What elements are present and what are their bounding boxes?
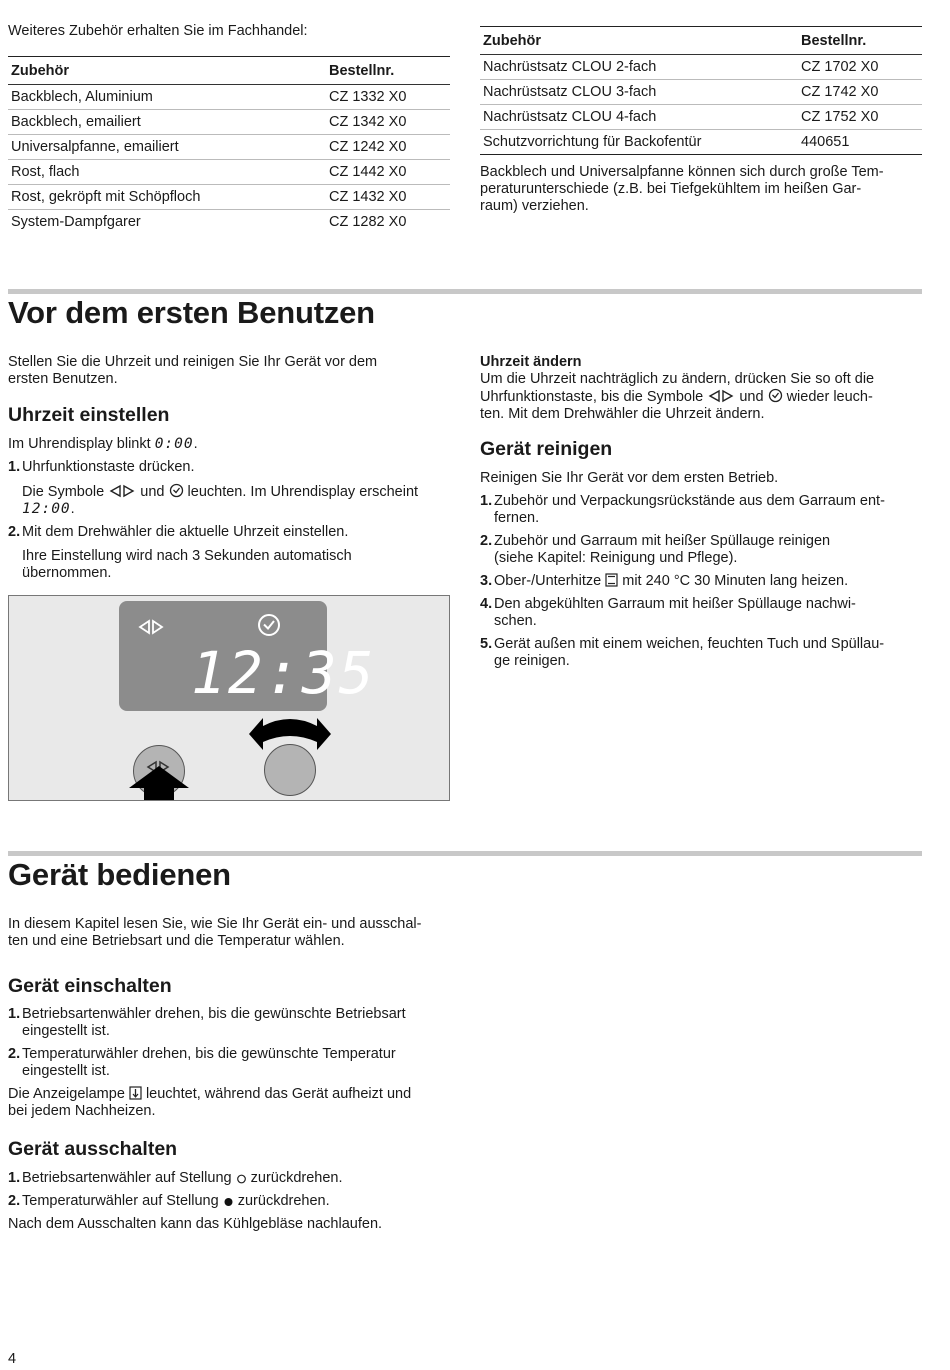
accessory-name: Nachrüstsatz CLOU 3-fach — [480, 80, 798, 105]
step-number: 4. — [480, 596, 493, 612]
step-item: 1. Betriebsartenwähler drehen, bis die gewünschte Betriebsart eingestellt ist. — [8, 1006, 406, 1039]
body-line: Uhrfunktionstaste, bis die Symbole und wieder leuch- — [480, 389, 873, 405]
arrows-left-right-icon — [137, 619, 165, 635]
table-row — [8, 185, 450, 210]
step-detail: Die Symbole und leuchten. Im Uhrendisplay erscheint — [22, 484, 419, 500]
step-item: 2. Mit dem Drehwähler die aktuelle Uhrzeit einstellen. — [8, 524, 349, 540]
section-intro — [8, 916, 450, 950]
step-number: 1. — [480, 493, 493, 509]
step-number: 5. — [480, 636, 493, 652]
warping-note — [480, 164, 922, 215]
step-item: 3. Ober-/Unterhitze mit 240 °C 30 Minuten lang heizen. — [480, 573, 849, 589]
uhrzeit-aendern-block — [480, 354, 922, 423]
step-item: 2. Temperaturwähler auf Stellung zurückdrehen. — [8, 1193, 330, 1209]
body-line: Um die Uhrzeit nachträglich zu ändern, drücken Sie so oft die — [480, 371, 875, 387]
accessory-name: Backblech, Aluminium — [8, 85, 326, 110]
step-number: 1. — [8, 459, 21, 475]
section-intro — [8, 354, 450, 388]
filled-dot-icon — [223, 1196, 234, 1207]
section-title: Vor dem ersten Benutzen — [8, 295, 375, 330]
accessory-name: Nachrüstsatz CLOU 2-fach — [480, 55, 798, 80]
page-number: 4 — [8, 1351, 17, 1367]
body-line: Nach dem Ausschalten kann das Kühlgebläse nachlaufen. — [8, 1216, 383, 1232]
intro-line: Stellen Sie die Uhrzeit und reinigen Sie Ihr Gerät vor dem — [8, 354, 378, 370]
accessory-intro: Weiteres Zubehör erhalten Sie im Fachhandel: — [8, 23, 308, 39]
table-row — [480, 105, 922, 130]
order-number: CZ 1242 X0 — [326, 135, 450, 160]
uhrzeit-einstellen-body: Im Uhrendisplay blinkt 0:00. 1. Uhrfunktionstaste drücken. Die Symbole und leuchten. Im Uhrendisplay erscheint 12:00. 2. Mit dem Drehwähler die aktuelle Uhrzeit einstellen. Ihre Einstellung wird nach 3 Sekunden automatisch übernommen. — [8, 436, 450, 582]
press-arrow-icon — [127, 764, 191, 801]
table-header-row — [480, 27, 922, 55]
accessory-name: Backblech, emailiert — [8, 110, 326, 135]
order-number: CZ 1432 X0 — [326, 185, 450, 210]
step-item: 2. Temperaturwähler drehen, bis die gewünschte Temperatur eingestellt ist. — [8, 1046, 396, 1079]
table-row — [8, 135, 450, 160]
arrows-left-right-icon — [707, 389, 735, 403]
order-number: CZ 1332 X0 — [326, 85, 450, 110]
off-circle-icon — [236, 1173, 247, 1184]
rotary-selector-knob[interactable] — [264, 744, 316, 796]
order-number: CZ 1282 X0 — [329, 214, 407, 230]
intro-line: ersten Benutzen. — [8, 371, 118, 387]
table-row — [480, 130, 922, 155]
step-number: 1. — [8, 1006, 21, 1022]
intro-line: ten und eine Betriebsart und die Temperatur wählen. — [8, 933, 345, 949]
order-number: CZ 1752 X0 — [798, 105, 922, 130]
clock-display — [119, 601, 376, 711]
accessory-name: Schutzvorrichtung für Backofentür — [483, 134, 702, 150]
lcd-value: 12:00 — [22, 501, 71, 517]
clock-icon — [257, 613, 281, 637]
order-number: 440651 — [801, 134, 850, 150]
accessory-name: Rost, flach — [8, 160, 326, 185]
table-row — [480, 80, 922, 105]
intro-line: In diesem Kapitel lesen Sie, wie Sie Ihr Gerät ein- und ausschal- — [8, 916, 422, 932]
order-number: CZ 1702 X0 — [798, 55, 922, 80]
step-item: 1. Zubehör und Verpackungsrückstände aus dem Garraum ent- fernen. — [480, 493, 885, 526]
column-header-zubehoer: Zubehör — [8, 57, 326, 85]
einschalten-body — [8, 1006, 450, 1120]
clock-panel-figure — [8, 595, 450, 801]
subsection-title: Gerät ausschalten — [8, 1138, 178, 1160]
accessory-name: Nachrüstsatz CLOU 4-fach — [480, 105, 798, 130]
top-bottom-heat-icon — [605, 573, 618, 587]
clock-icon — [169, 483, 184, 498]
step-number: 2. — [8, 1046, 21, 1062]
body-line: ten. Mit dem Drehwähler die Uhrzeit ändern. — [480, 406, 765, 422]
order-number: CZ 1742 X0 — [798, 80, 922, 105]
section-divider — [8, 851, 922, 856]
table-row — [8, 160, 450, 185]
note-line: raum) verziehen. — [480, 198, 589, 214]
heating-lamp-icon — [129, 1086, 142, 1100]
table-row — [8, 85, 450, 110]
step-number: 2. — [480, 533, 493, 549]
geraet-reinigen-body — [480, 470, 922, 670]
step-detail: Ihre Einstellung wird nach 3 Sekunden automatisch — [22, 548, 352, 564]
body-line: bei jedem Nachheizen. — [8, 1103, 156, 1119]
step-detail: übernommen. — [22, 565, 112, 581]
step-item: 2. Zubehör und Garraum mit heißer Spüllauge reinigen (siehe Kapitel: Reinigung und Pflege). — [480, 533, 831, 566]
section-title: Gerät bedienen — [8, 857, 231, 892]
ausschalten-body — [8, 1170, 450, 1233]
blink-text: Im Uhrendisplay blinkt 0:00. — [8, 436, 198, 452]
step-item: 5. Gerät außen mit einem weichen, feuchten Tuch und Spüllau- ge reinigen. — [480, 636, 885, 669]
table-row — [480, 55, 922, 80]
accessory-name: Rost, gekröpft mit Schöpfloch — [8, 185, 326, 210]
table-row — [8, 210, 450, 235]
body-line: Reinigen Sie Ihr Gerät vor dem ersten Betrieb. — [480, 470, 779, 486]
step-number: 2. — [8, 524, 21, 540]
order-number: CZ 1342 X0 — [326, 110, 450, 135]
accessory-table-1 — [8, 56, 450, 234]
column-header-bestellnr: Bestellnr. — [326, 57, 450, 85]
accessory-table-2 — [480, 26, 922, 155]
step-number: 2. — [8, 1193, 21, 1209]
accessory-name: System-Dampfgarer — [11, 214, 141, 230]
step-number: 3. — [480, 573, 493, 589]
order-number: CZ 1442 X0 — [326, 160, 450, 185]
subsection-title: Gerät reinigen — [480, 438, 613, 460]
step-item: 4. Den abgekühlten Garraum mit heißer Spüllauge nachwi- schen. — [480, 596, 856, 629]
subheading: Uhrzeit ändern — [480, 354, 582, 370]
note-line: peraturunterschiede (z.B. bei Tiefgekühltem im heißen Gar- — [480, 181, 862, 197]
accessory-name: Universalpfanne, emailiert — [8, 135, 326, 160]
column-header-bestellnr: Bestellnr. — [798, 27, 922, 55]
lamp-note: Die Anzeigelampe leuchtet, während das Gerät aufheizt und — [8, 1086, 412, 1102]
step-number: 1. — [8, 1170, 21, 1186]
subsection-title: Uhrzeit einstellen — [8, 404, 170, 426]
table-header-row — [8, 57, 450, 85]
arrows-left-right-icon — [108, 484, 136, 498]
step-item: 1. Uhrfunktionstaste drücken. — [8, 459, 195, 475]
section-divider — [8, 289, 922, 294]
clock-icon — [768, 388, 783, 403]
display-time: 12:35 — [191, 639, 376, 707]
subsection-title: Gerät einschalten — [8, 975, 172, 997]
step-item: 1. Betriebsartenwähler auf Stellung zurückdrehen. — [8, 1170, 343, 1186]
note-line: Backblech und Universalpfanne können sich durch große Tem- — [480, 164, 884, 180]
table-row — [8, 110, 450, 135]
lcd-value: 0:00 — [154, 436, 194, 452]
column-header-zubehoer: Zubehör — [480, 27, 798, 55]
